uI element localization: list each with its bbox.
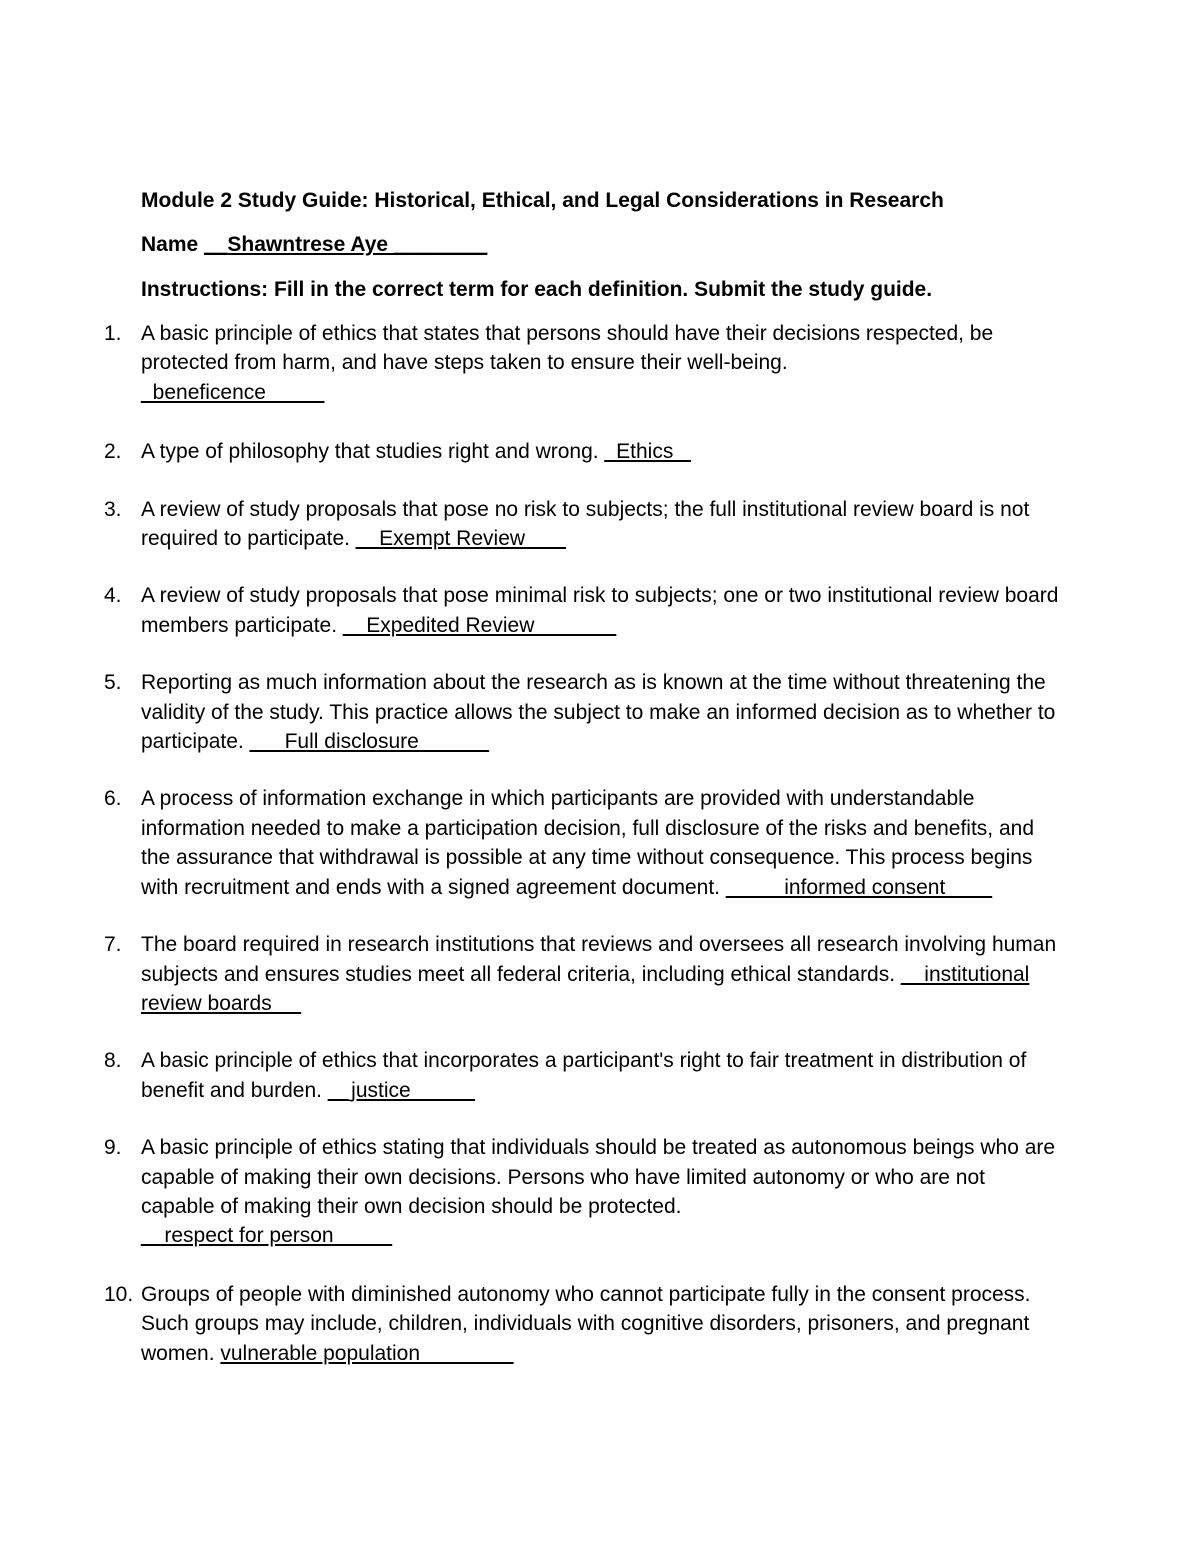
question-text: Reporting as much information about the research as is known at the time without threatening the validity of the study. This practice allows the subject to make an informed decision as to whether to participate. — [141, 671, 1056, 754]
question-item — [0, 319, 1061, 407]
question-number: 5. — [104, 671, 122, 695]
question-number: 8. — [104, 1049, 122, 1073]
question-item — [0, 437, 1061, 466]
answer-field: _____informed consent____ — [725, 875, 993, 899]
question-item — [0, 1133, 1061, 1251]
question-list — [0, 319, 1200, 1397]
name-suffix: ________ — [393, 233, 488, 256]
answer-field: __Expedited Review_______ — [342, 613, 617, 637]
question-item — [0, 1280, 1061, 1368]
answer-field: __Exempt Review ___ — [355, 527, 566, 551]
question-text: A basic principle of ethics that incorporates a participant's right to fair treatment in distribution of benefit and burden. — [141, 1049, 1027, 1102]
question-number: 6. — [104, 787, 122, 811]
question-number: 2. — [104, 440, 122, 464]
name-line — [141, 230, 487, 259]
question-text: Groups of people with diminished autonomy who cannot participate fully in the consent process. Such groups may include, children, individuals with cognitive disorders, prisoners, and pregnant women. — [141, 1282, 1031, 1365]
name-prefix: __ — [204, 233, 228, 256]
question-text: A type of philosophy that studies right and wrong. — [141, 440, 605, 464]
question-text: A basic principle of ethics stating that individuals should be treated as autonomous beings who are capable of making their own decisions. Persons who have limited autonomy or who are not capable of making their own decision should be protected. — [141, 1136, 1056, 1218]
answer-field: _Ethics _ — [604, 440, 691, 464]
question-item — [0, 930, 1061, 1018]
question-number: 3. — [104, 497, 122, 521]
question-item — [0, 784, 1061, 902]
question-text: A review of study proposals that pose minimal risk to subjects; one or two institutional review board members participate. — [141, 584, 1059, 637]
answer-field: __justice _____ — [327, 1078, 475, 1102]
question-item — [0, 668, 1061, 756]
answer-field: ___Full disclosure______ — [249, 730, 489, 754]
question-text: A process of information exchange in which participants are provided with understandable information needed to make a participation decision, full disclosure of the risks and benefits, and the assurance that withdrawal is possible at any time without consequence. This process begins with recruitment and ends with a signed agreement document. — [141, 787, 1035, 899]
question-text: A basic principle of ethics that states that persons should have their decisions respected, be protected from harm, and have steps taken to ensure their well-being. — [141, 322, 994, 375]
question-item — [0, 495, 1061, 554]
answer-field: vulnerable population________ — [220, 1341, 514, 1365]
answer-field: _beneficence_____ — [141, 380, 325, 404]
question-number: 7. — [104, 933, 122, 957]
answer-field: __respect for person_____ — [141, 1224, 393, 1248]
question-number: 9. — [104, 1136, 122, 1160]
question-item — [0, 581, 1061, 640]
question-text: A review of study proposals that pose no risk to subjects; the full institutional review board is not required to participate. — [141, 497, 1030, 551]
question-number: 4. — [104, 584, 122, 608]
question-number: 10. — [104, 1282, 134, 1306]
question-item — [0, 1046, 1061, 1105]
name-value: Shawntrese Aye — [227, 233, 394, 256]
name-label: Name — [141, 233, 199, 256]
answer-field: __institutional review boards __ — [141, 962, 1030, 1015]
instructions: Instructions: Fill in the correct term for each definition. Submit the study guide. — [141, 278, 933, 301]
document-title: Module 2 Study Guide: Historical, Ethical, and Legal Considerations in Research — [141, 189, 944, 212]
question-number: 1. — [104, 322, 122, 345]
question-text: The board required in research institutions that reviews and oversees all research involving human subjects and ensures studies meet all federal criteria, including ethical standards. — [141, 933, 1057, 986]
